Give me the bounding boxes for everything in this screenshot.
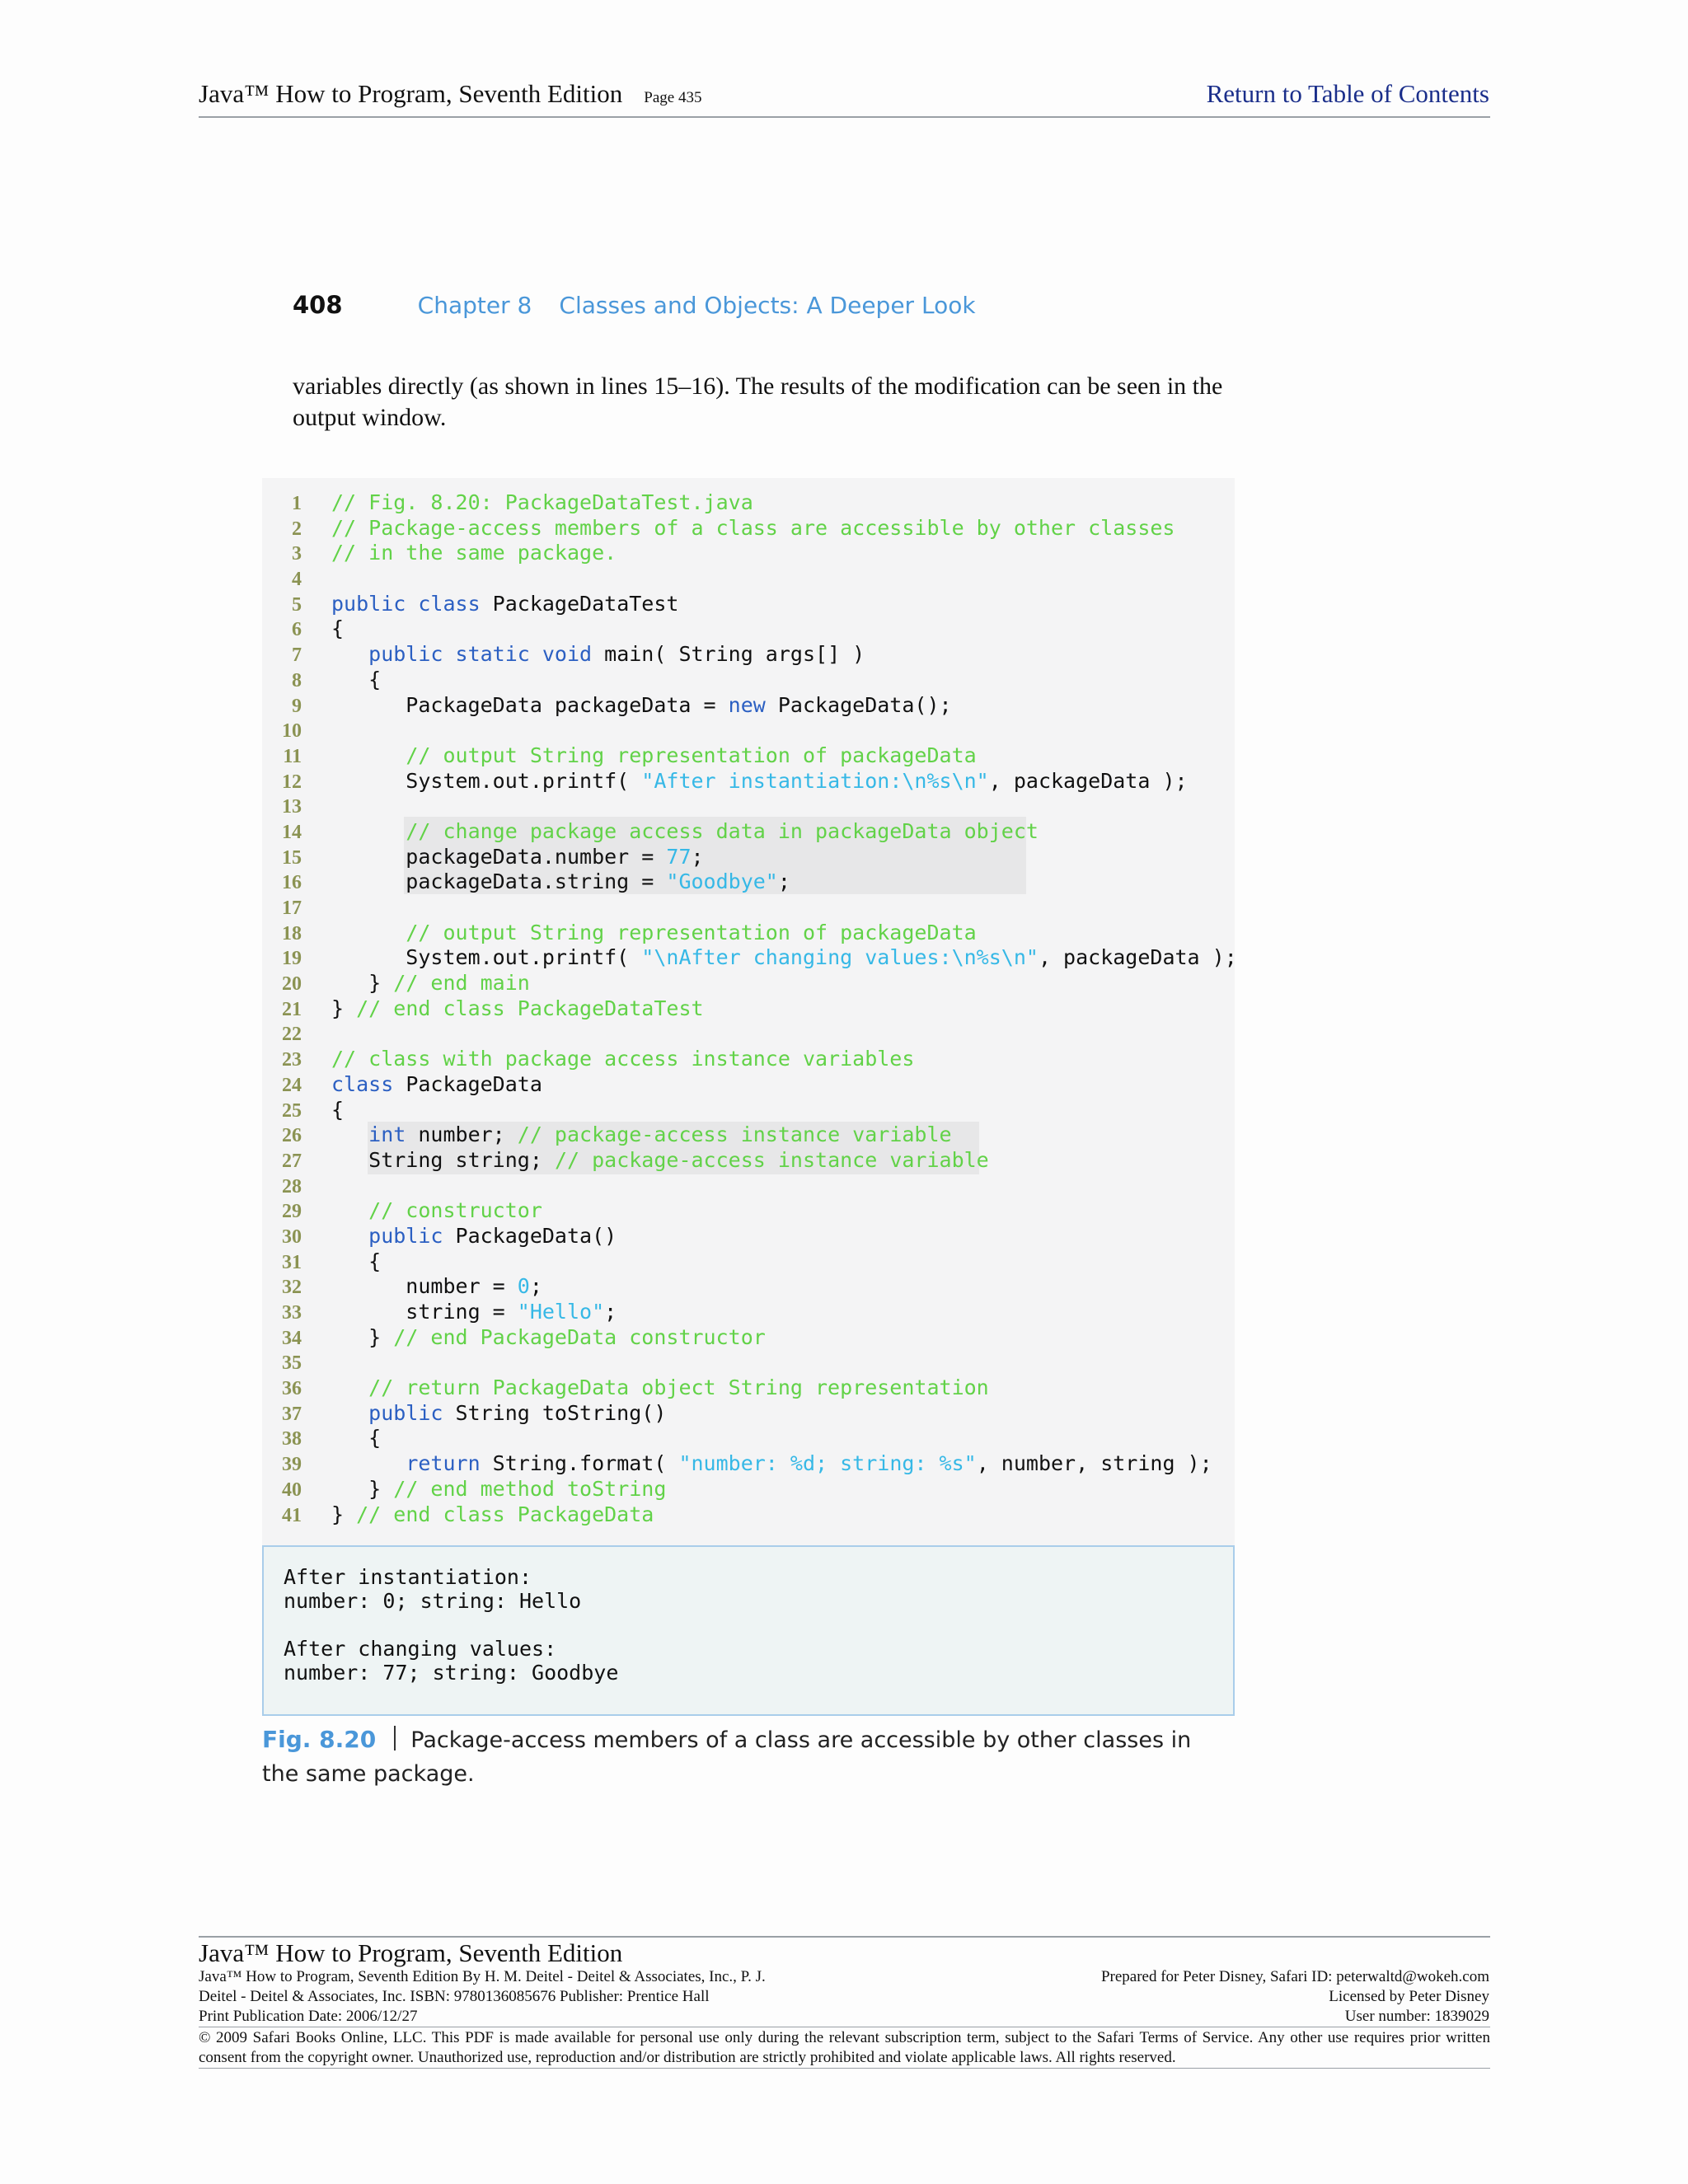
line-number: 2	[292, 518, 302, 540]
code-token: // output String representation of packageData	[406, 920, 977, 944]
code-line	[262, 566, 1237, 592]
code-token: // Package-access members of a class are accessible by other classes	[331, 515, 1175, 540]
code-token: // end PackageData constructor	[393, 1324, 766, 1349]
code-token: , number, string );	[976, 1451, 1212, 1476]
code-token: {	[331, 667, 382, 691]
output-window	[262, 1545, 1235, 1716]
code-token: // package-access instance variable	[554, 1147, 989, 1172]
code-line	[262, 642, 1237, 668]
code-line	[262, 1477, 1237, 1502]
code-token: // class with package access instance variables	[331, 1047, 915, 1071]
code-token: "\nAfter changing values:\n%s\n"	[641, 945, 1039, 970]
code-token: // in the same package.	[331, 541, 617, 565]
code-line	[262, 693, 1237, 719]
code-token: // return PackageData object String representation	[368, 1376, 989, 1400]
code-line	[262, 1376, 1237, 1401]
code-token: number =	[331, 1274, 518, 1299]
line-number: 29	[282, 1201, 302, 1223]
line-number: 19	[282, 948, 302, 970]
code-line	[262, 1047, 1237, 1072]
code-token: String toString()	[443, 1400, 667, 1425]
code-token: return	[406, 1451, 481, 1476]
code-line	[262, 718, 1237, 743]
line-number: 7	[292, 644, 302, 667]
code-line	[262, 1098, 1237, 1123]
code-token: public static void	[368, 642, 593, 667]
line-number: 13	[282, 796, 302, 818]
line-number: 27	[282, 1150, 302, 1172]
line-number: 24	[282, 1074, 302, 1096]
line-number: 38	[282, 1428, 302, 1451]
code-token	[331, 642, 368, 666]
code-token: {	[331, 1426, 382, 1451]
code-token	[331, 1122, 368, 1146]
code-token: // end method toString	[393, 1476, 667, 1501]
book-title: Java™ How to Program, Seventh Edition	[199, 79, 623, 108]
chapter-title: Classes and Objects: A Deeper Look	[559, 292, 976, 319]
code-token	[331, 1451, 406, 1475]
line-number: 26	[282, 1125, 302, 1147]
code-token: }	[331, 996, 357, 1020]
code-line	[262, 921, 1237, 946]
code-line	[262, 971, 1237, 996]
code-token: PackageData packageData =	[331, 692, 729, 717]
code-token: }	[331, 1476, 394, 1501]
line-number: 21	[282, 998, 302, 1020]
line-number: 39	[282, 1454, 302, 1476]
line-number: 30	[282, 1226, 302, 1248]
chapter-label: Chapter 8	[417, 292, 532, 319]
code-line	[262, 869, 1237, 895]
code-token: {	[331, 616, 345, 641]
line-number: 10	[282, 720, 302, 743]
code-token: "Goodbye"	[666, 869, 778, 894]
code-line	[262, 945, 1237, 971]
code-token: // end class PackageDataTest	[356, 996, 704, 1020]
code-token: }	[331, 1324, 394, 1349]
code-line	[262, 516, 1237, 541]
code-token: class	[331, 1071, 394, 1096]
code-line	[262, 743, 1237, 769]
line-number: 34	[282, 1327, 302, 1349]
code-line	[262, 845, 1237, 870]
line-number: 20	[282, 973, 302, 996]
code-token: 77	[666, 844, 692, 869]
code-token: // end main	[393, 971, 530, 996]
code-line	[262, 668, 1237, 693]
code-token: ;	[691, 844, 704, 869]
code-line	[262, 1198, 1237, 1224]
footer-left-line: Deitel - Deitel & Associates, Inc. ISBN: 9780136085676 Publisher: Prentice Hall	[199, 1988, 710, 2005]
code-line	[262, 490, 1237, 516]
code-line	[262, 1274, 1237, 1300]
code-token	[331, 1224, 368, 1248]
code-line	[262, 1148, 1237, 1174]
code-line	[262, 1072, 1237, 1098]
footer-license-info	[1101, 1967, 1489, 2027]
code-token: // package-access instance variable	[517, 1122, 952, 1147]
footer-right-line: Licensed by Peter Disney	[1329, 1988, 1489, 2005]
page-label: Page 435	[644, 89, 702, 106]
figure-label: Fig. 8.20	[262, 1726, 377, 1753]
line-number: 22	[282, 1024, 302, 1046]
footer-title: Java™ How to Program, Seventh Edition	[199, 1938, 623, 1967]
code-token	[331, 1401, 368, 1425]
line-number: 25	[282, 1099, 302, 1122]
code-line	[262, 1401, 1237, 1427]
line-number: 41	[282, 1504, 302, 1526]
code-line	[262, 1021, 1237, 1047]
line-number: 9	[292, 695, 302, 717]
code-line	[262, 1451, 1237, 1477]
line-number: 17	[282, 898, 302, 919]
output-text: After instantiation: number: 0; string: Hello After changing values: number: 77; string: Goodbye	[284, 1565, 619, 1685]
code-token: PackageData	[393, 1071, 542, 1096]
code-line	[262, 1300, 1237, 1325]
footer-right-line: User number: 1839029	[1344, 2008, 1489, 2025]
code-token: packageData.number =	[331, 844, 667, 869]
code-line	[262, 1174, 1237, 1199]
toc-link[interactable]: Return to Table of Contents	[1206, 79, 1489, 108]
code-line	[262, 794, 1237, 819]
running-head	[293, 288, 976, 321]
code-line	[262, 592, 1237, 617]
code-line	[262, 1249, 1237, 1275]
line-number: 16	[282, 872, 302, 894]
code-token: public class	[331, 591, 481, 616]
code-token: PackageDataTest	[480, 591, 679, 616]
figure-caption	[262, 1722, 1218, 1791]
line-number: 1	[292, 493, 302, 514]
code-token: {	[331, 1249, 382, 1273]
code-token: // change package access data in packageData object	[406, 818, 1039, 843]
line-number: 36	[282, 1378, 302, 1400]
code-line	[262, 541, 1237, 566]
code-token	[331, 819, 406, 843]
code-token	[331, 743, 406, 767]
line-number: 14	[282, 821, 302, 843]
body-paragraph: variables directly (as shown in lines 15–16). The results of the modification can be seen in the output window.	[293, 373, 1223, 431]
code-token: public	[368, 1400, 443, 1425]
code-token: "Hello"	[517, 1300, 605, 1324]
line-number: 11	[283, 745, 302, 767]
code-token: // end class PackageData	[356, 1502, 654, 1526]
code-token: number;	[406, 1122, 518, 1147]
code-line	[262, 616, 1237, 642]
footer-copyright: © 2009 Safari Books Online, LLC. This PDF is made available for personal use only during the relevant subscription term, subject to the Safari Terms of Service. Any other use requires prior written consent from the copyright owner. Unauthorized use, reproduction and/or distribution are strictly prohibited and violate applicable laws. All rights reserved.	[199, 2029, 1490, 2066]
code-line	[262, 895, 1237, 921]
line-number: 23	[282, 1049, 302, 1071]
footer-publication-info	[199, 1967, 766, 2027]
code-token: , packageData );	[1038, 945, 1237, 970]
code-line	[262, 1325, 1237, 1351]
line-number: 4	[292, 569, 302, 591]
code-token: System.out.printf(	[331, 945, 642, 970]
line-number: 31	[282, 1251, 302, 1273]
code-token	[331, 921, 406, 944]
code-token: // Fig. 8.20: PackageDataTest.java	[331, 490, 753, 514]
code-line	[262, 1350, 1237, 1376]
caption-separator	[394, 1726, 396, 1750]
code-token: public	[368, 1223, 443, 1248]
footer-left-line: Print Publication Date: 2006/12/27	[199, 2008, 418, 2025]
code-token: "number: %d; string: %s"	[678, 1451, 977, 1476]
code-line	[262, 769, 1237, 794]
footer-left-line: Java™ How to Program, Seventh Edition By H. M. Deitel - Deitel & Associates, Inc., P. J.	[199, 1968, 766, 1985]
page-number: 408	[293, 291, 343, 319]
code-token: 0	[517, 1274, 530, 1299]
line-number: 3	[292, 543, 302, 565]
code-token: main( String args[] )	[592, 642, 865, 667]
code-token: }	[331, 1502, 357, 1526]
code-token	[331, 1198, 368, 1222]
line-number: 35	[282, 1352, 302, 1375]
line-number: 6	[292, 619, 302, 641]
code-token: "After instantiation:\n%s\n"	[641, 768, 989, 793]
code-token: , packageData );	[988, 768, 1188, 793]
code-line	[262, 996, 1237, 1022]
code-line	[262, 1224, 1237, 1249]
header-rule	[199, 116, 1490, 118]
code-token: packageData.string =	[331, 869, 667, 894]
line-number: 5	[292, 593, 302, 616]
code-token	[331, 1376, 368, 1399]
code-token: }	[331, 971, 394, 996]
footer-right-line: Prepared for Peter Disney, Safari ID: peterwaltd@wokeh.com	[1100, 1968, 1489, 1985]
code-token: String.format(	[480, 1451, 679, 1476]
line-number: 40	[282, 1479, 302, 1501]
line-number: 37	[282, 1403, 302, 1425]
code-token: ;	[777, 869, 790, 894]
code-line	[262, 819, 1237, 845]
code-token: {	[331, 1097, 345, 1122]
line-number: 15	[282, 846, 302, 869]
code-token: String string;	[331, 1147, 555, 1172]
line-number: 12	[282, 771, 302, 793]
code-line	[262, 1122, 1237, 1148]
line-number: 33	[282, 1302, 302, 1324]
caption-text: Package-access members of a class are accessible by other classes in the same package.	[262, 1727, 1192, 1787]
code-token: string =	[331, 1300, 518, 1324]
code-token: ;	[604, 1300, 617, 1324]
line-number: 28	[282, 1175, 302, 1197]
code-token: int	[368, 1122, 406, 1147]
footer-bottom-rule	[199, 2068, 1490, 2069]
code-listing	[262, 490, 1237, 1527]
line-number: 18	[282, 922, 302, 944]
code-token: // constructor	[368, 1198, 542, 1223]
line-number: 8	[292, 669, 302, 691]
code-line	[262, 1426, 1237, 1451]
book-title-header	[199, 77, 701, 115]
code-token: ;	[529, 1274, 542, 1299]
line-number: 32	[282, 1277, 302, 1299]
code-line	[262, 1502, 1237, 1528]
code-token: System.out.printf(	[331, 768, 642, 793]
code-token: PackageData()	[443, 1223, 617, 1248]
code-token: // output String representation of packageData	[406, 743, 977, 767]
code-token: new	[728, 692, 766, 717]
code-token: PackageData();	[765, 692, 952, 717]
